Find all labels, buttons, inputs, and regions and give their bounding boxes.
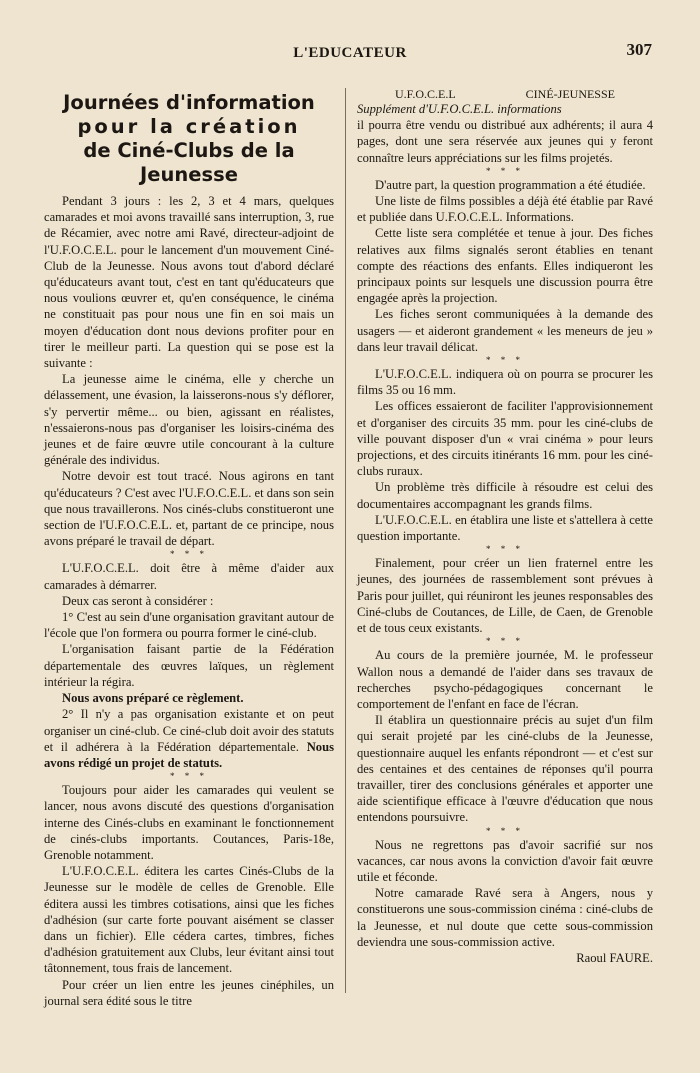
paragraph: Une liste de films possibles a déjà été établie par Ravé et publiée dans U.F.O.C.E.L. Informations. (357, 194, 653, 225)
paragraph: D'autre part, la question programmation a été étudiée. (375, 177, 646, 192)
paragraph: il pourra être vendu ou distribué aux adhérents; il aura 4 pages, dont une sera réservée aux jeunes qui y feront connaître leurs appréciations sur les films projetés. (357, 118, 653, 165)
running-header: L'EDUCATEUR (293, 45, 407, 61)
separator-stars: * * * (486, 825, 524, 836)
title-line-1: Journées d'information (63, 91, 315, 114)
article-title (44, 91, 334, 187)
paragraph: Un problème très difficile à résoudre est celui des documentaires accompagnant les grands films. (357, 480, 653, 511)
journal-header (357, 87, 653, 101)
separator-stars: * * * (486, 544, 524, 555)
paragraph: La jeunesse aime le cinéma, elle y cherche un délassement, une évasion, la laisserons-nous s'y déflorer, s'y pervertir même... ou bien, agissant en réalistes, n'essaierons-nous pas d'organiser les loisirs-cinéma des jeunes et de faire œuvre utile concourant à la culture générale des individus. (44, 372, 334, 468)
paragraph: Nous ne regrettons pas d'avoir sacrifié sur nos vacances, car nous avons la conviction d'avoir fait œuvre utile et féconde. (357, 837, 653, 884)
paragraph: Au cours de la première journée, M. le professeur Wallon nous a demandé de l'aider dans ses travaux de recherches psycho-pédagogiques concernant le comportement de l'enfant en face de l'écran. (357, 648, 653, 711)
paragraph-text: 2° Il n'y a pas organisation existante et on peut organiser un ciné-club. Ce ciné-club doit avoir des statuts et il adhérera à la Fédération départementale. (44, 707, 334, 754)
paragraph: L'organisation faisant partie de la Fédération départementale des œuvres laïques, un règlement intérieur la régira. (44, 642, 334, 689)
paragraph: Toujours pour aider les camarades qui veulent se lancer, nous avons discuté des questions d'organisation interne des Cinés-clubs en examinant le fonctionnement de cinés-clubs importants. Coutances, Paris-18e, Grenoble notamment. (44, 783, 334, 862)
signature: Raoul FAURE. (576, 950, 653, 965)
separator-stars: * * * (170, 771, 208, 782)
paragraph: 1° C'est au sein d'une organisation gravitant autour de l'école que l'on formera ou pourra former le ciné-club. (44, 610, 334, 641)
paragraph: Finalement, pour créer un lien fraternel entre les jeunes, des journées de rassemblement sont prévues à Paris pour juillet, qui réuniront les jeunes responsables des Ciné-clubs de Coutances, de Lille, de Caen, de Grenoble et de tous ceux existants. (357, 556, 653, 636)
bold-text: Nous avons préparé ce règlement. (62, 691, 244, 706)
separator-stars: * * * (486, 165, 524, 176)
paragraph: Notre devoir est tout tracé. Nous agirons en tant qu'éducateurs ? C'est avec l'U.F.O.C.E.L. et dans son sein que nous travaillerons. Nos cinés-clubs constitueront une section de l'U.F.O.C.E.L. et, partant de ce principe, nous avons préparé le travail de départ. (44, 469, 334, 549)
journal-org: U.F.O.C.E.L (395, 87, 456, 101)
paragraph: Les offices essaieront de faciliter l'approvisionnement et d'organiser des circuits 35 mm. pour les ciné-clubs de ville pouvant disposer d'un « vrai cinéma » pour leurs projections, et des circuits itinérants 16 mm. pour les ciné-clubs ruraux. (357, 399, 653, 479)
paragraph: L'U.F.O.C.E.L. doit être à même d'aider aux camarades à démarrer. (44, 561, 334, 592)
separator-stars: * * * (486, 636, 524, 647)
title-line-2: pour la création (77, 115, 301, 138)
separator-stars: * * * (486, 355, 524, 366)
paragraph: Deux cas seront à considérer : (62, 593, 214, 608)
paragraph: L'U.F.O.C.E.L. éditera les cartes Cinés-Clubs de la Jeunesse sur le modèle de celles de Grenoble. Elle éditera aussi les timbres cotisations, ainsi que les fiches d'adhésion (sur carte forte pouvant aisément se classer dans un fichier). Elle cédera cartes, timbres, fiches d'adhésion gratuitement aux Clubs, leur évitant ainsi tout tâtonnement, tous frais de lancement. (44, 864, 334, 976)
separator-stars: * * * (170, 549, 208, 560)
paragraph: Pendant 3 jours : les 2, 3 et 4 mars, quelques camarades et moi avons travaillé sans interruption, 3, rue de Récamier, avec notre ami Ravé, directeur-adjoint de l'U.F.O.C.E.L. pour le lancement d'un mouvement Ciné-Club de la Jeunesse. Nous avons tout d'abord déclaré qu'éducateurs avant tout, c'est en tant qu'éducateurs que nous voulions œuvrer et, qu'en conséquence, le cinéma ne constituait pas pour nous une fin en soi mais un moyen d'éducation dont nous devions profiter pour en tirer le meilleur parti. La question qui se pose est la suivante : (44, 194, 334, 371)
paragraph: Cette liste sera complétée et tenue à jour. Des fiches relatives aux films signalés seront établies en tenant compte des réactions des enfants. Elles indiqueront les principaux points sur lesquels une discussion pourra être engagée après la projection. (357, 226, 653, 306)
paragraph: Notre camarade Ravé sera à Angers, nous y constituerons une sous-commission cinéma : ciné-clubs de la Jeunesse, et nul doute que cette sous-commission deviendra une sous-commission active. (357, 886, 653, 949)
left-column (44, 87, 334, 1009)
signature-line (357, 950, 653, 966)
title-line-3: de Ciné-Clubs de la Jeunesse (83, 139, 295, 186)
paragraph: Pour créer un lien entre les jeunes cinéphiles, un journal sera édité sous le titre (44, 977, 334, 1008)
paragraph: L'U.F.O.C.E.L. indiquera où on pourra se procurer les films 35 ou 16 mm. (357, 367, 653, 398)
journal-supplement: Supplément d'U.F.O.C.E.L. informations (357, 102, 562, 116)
paragraph: Les fiches seront communiquées à la demande des usagers — et aideront grandement « les meneurs de jeu » dans leur travail délicat. (357, 307, 653, 354)
page-number: 307 (626, 40, 652, 59)
paragraph-bold (44, 690, 334, 706)
paragraph: L'U.F.O.C.E.L. en établira une liste et s'attellera à cette question importante. (357, 512, 653, 544)
column-divider (345, 88, 346, 993)
journal-name: CINÉ-JEUNESSE (525, 87, 615, 101)
right-column (357, 87, 653, 966)
paragraph: Il établira un questionnaire précis au sujet d'un film qui serait projeté par les ciné-clubs de la Jeunesse, questionnaire auquel les enfants répondront — et c'est sur des centaines et des centaines de réponses qu'il pourra travailler, tirer des conclusions générales et apporter une aide scientifique efficace à l'œuvre d'éducation que nous entendons poursuivre. (357, 713, 653, 825)
paragraph (44, 706, 334, 771)
bold-text: Nous avons rédigé un projet de statuts. (44, 739, 334, 770)
